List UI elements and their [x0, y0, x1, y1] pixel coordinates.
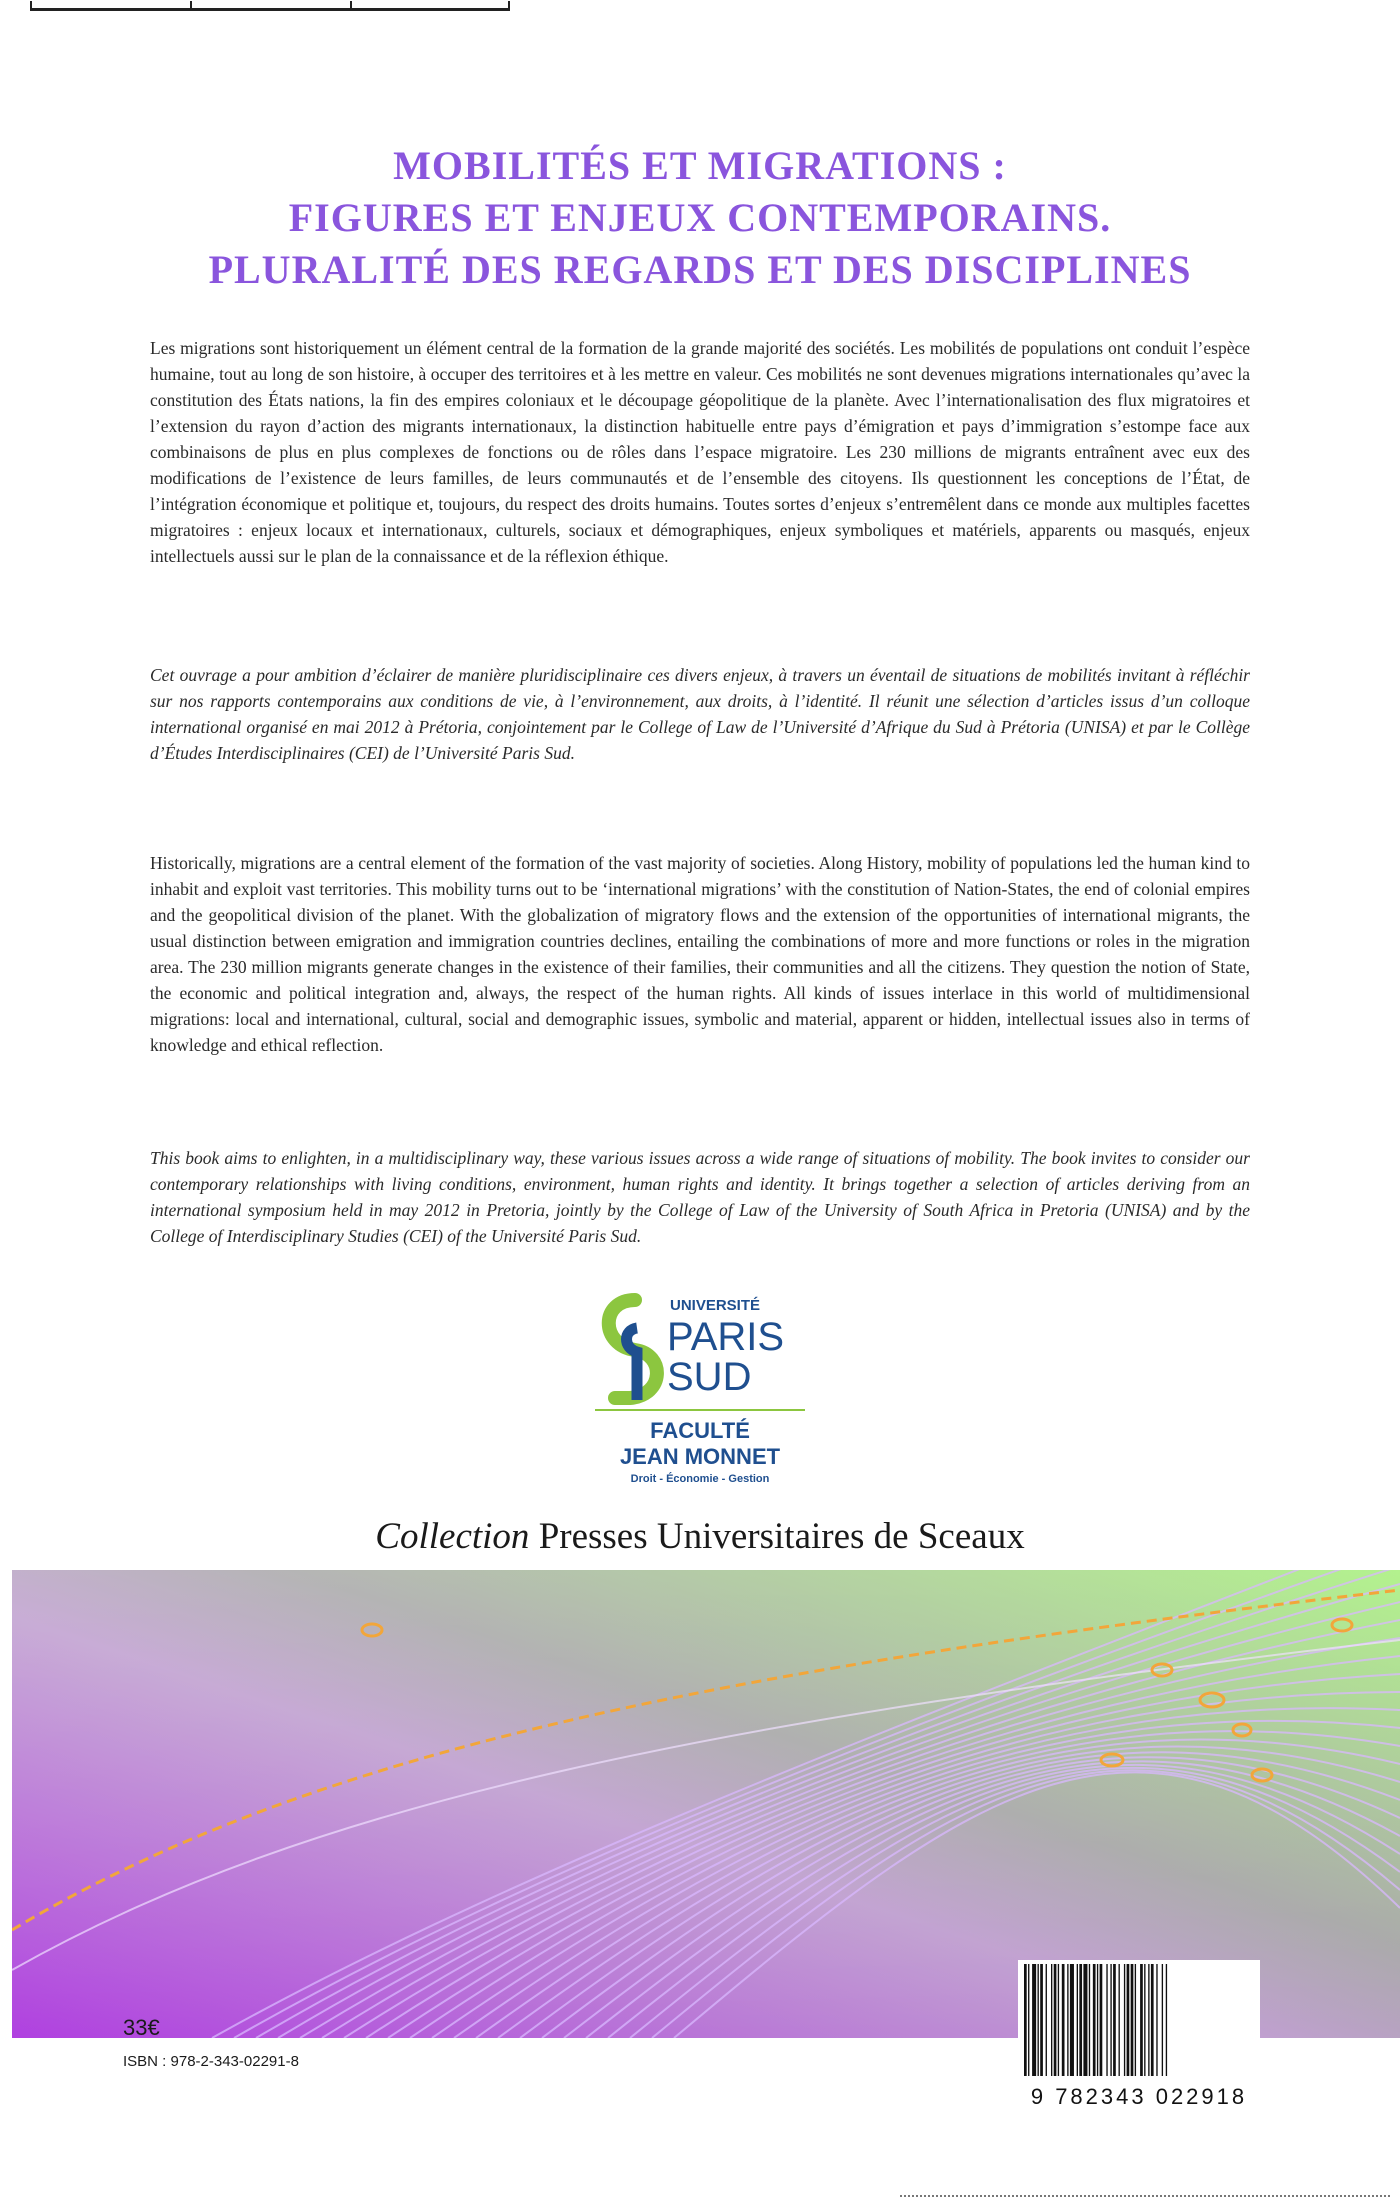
title-line-3: PLURALITÉ DES REGARDS ET DES DISCIPLINES — [208, 247, 1192, 292]
price: 33€ — [123, 2015, 160, 2040]
isbn: ISBN : 978-2-343-02291-8 — [123, 2053, 299, 2070]
logo-subtitle: Droit - Économie - Gestion — [630, 1473, 770, 1485]
collection-name — [100, 1515, 1300, 1558]
barcode — [1018, 1960, 1260, 2110]
title-line-2: FIGURES ET ENJEUX CONTEMPORAINS. — [288, 195, 1112, 240]
logo-paris: PARIS — [667, 1315, 785, 1359]
english-summary-paragraph: Historically, migrations are a central element of the formation of the vast majority of societies. Along History, mobility of populations led the human kind to inhabit and exploit vast territories. This mobility turns out to be ‘international migrations’ with the constitution of Nation-States, the end of colonial empires and the geopolitical division of the planet. With the globalization of migratory flows and the extension of the opportunities of international migrants, the usual distinction between emigration and immigration countries declines, entailing the combinations of more and more functions or roles in the migration area. The 230 million migrants generate changes in the existence of their families, their communities and all the citizens. They question the notion of State, the economic and political integration and, always, the respect of the human rights. All kinds of issues interlace in this world of multidimensional migrations: local and international, cultural, social and demographic issues, symbolic and material, apparent or hidden, intellectual issues also in terms of knowledge and ethical reflection. — [150, 853, 1250, 1055]
logo-sud: SUD — [667, 1355, 752, 1399]
barcode-bars-icon — [1018, 1960, 1260, 2082]
french-summary-paragraph: Les migrations sont historiquement un élément central de la formation de la grande majorité des sociétés. Les mobilités de populations ont conduit l’espèce humaine, tout au long de son histoire, à occuper des territoires et à les mettre en valeur. Ces mobilités ne sont devenues migrations internationales qu’avec la constitution des États nations, la fin des empires coloniaux et le découpage géopolitique de la planète. Avec l’internationalisation des flux migratoires et l’extension du rayon d’action des migrants internationaux, la distinction habituelle entre pays d’émigration et pays d’immigration s’estompe face aux combinaisons de plus en plus complexes de fonctions ou de rôles dans l’espace migratoire. Les 230 millions de migrants entraînent avec eux des modifications de l’existence de leurs familles, de leurs communautés et de l’ensemble des citoyens. Ils questionnent les conceptions de l’État, de l’intégration économique et politique et, toujours, du respect des droits humains. Toutes sortes d’enjeux s’entremêlent dans ce monde aux multiples facettes migratoires : enjeux locaux et internationaux, culturels, sociaux et démographiques, enjeux symboliques et matériels, apparents ou masqués, enjeux intellectuels aussi sur le plan de la connaissance et de la réflexion éthique. — [150, 338, 1250, 566]
logo-universite: UNIVERSITÉ — [670, 1297, 761, 1314]
top-rule — [30, 0, 510, 11]
collection-publisher: Presses Universitaires de Sceaux — [538, 1516, 1025, 1557]
english-aim-paragraph: This book aims to enlighten, in a multidisciplinary way, these various issues across a wide range of situations of mobility. The book invites to consider our contemporary relationships with living conditions, environment, human rights and identity. It brings together a selection of articles deriving from an international symposium held in may 2012 in Pretoria, jointly by the College of Law of the University of South Africa in Pretoria (UNISA) and by the College of Interdisciplinary Studies (CEI) of the Université Paris Sud. — [150, 1148, 1250, 1246]
collection-italic: Collection — [375, 1516, 530, 1557]
title-line-1: MOBILITÉS ET MIGRATIONS : — [393, 143, 1007, 188]
bottom-rule — [900, 2195, 1390, 2200]
book-title — [100, 140, 1300, 296]
logo-faculte: FACULTÉ — [650, 1418, 750, 1443]
logo-jean-monnet: JEAN MONNET — [619, 1444, 781, 1469]
barcode-number: 9 782343 022918 — [1030, 2084, 1248, 2109]
universite-paris-sud-logo — [595, 1290, 805, 1485]
french-aim-paragraph: Cet ouvrage a pour ambition d’éclairer de manière pluridisciplinaire ces divers enjeux, à travers un éventail de situations de mobilités invitant à réfléchir sur nos rapports contemporains aux conditions de vie, à l’environnement, aux droits, à l’identité. Il réunit une sélection d’articles issus d’un colloque international organisé en mai 2012 à Prétoria, conjointement par le College of Law de l’Université d’Afrique du Sud à Prétoria (UNISA) et par le Collège d’Études Interdisciplinaires (CEI) de l’Université Paris Sud. — [150, 665, 1250, 763]
